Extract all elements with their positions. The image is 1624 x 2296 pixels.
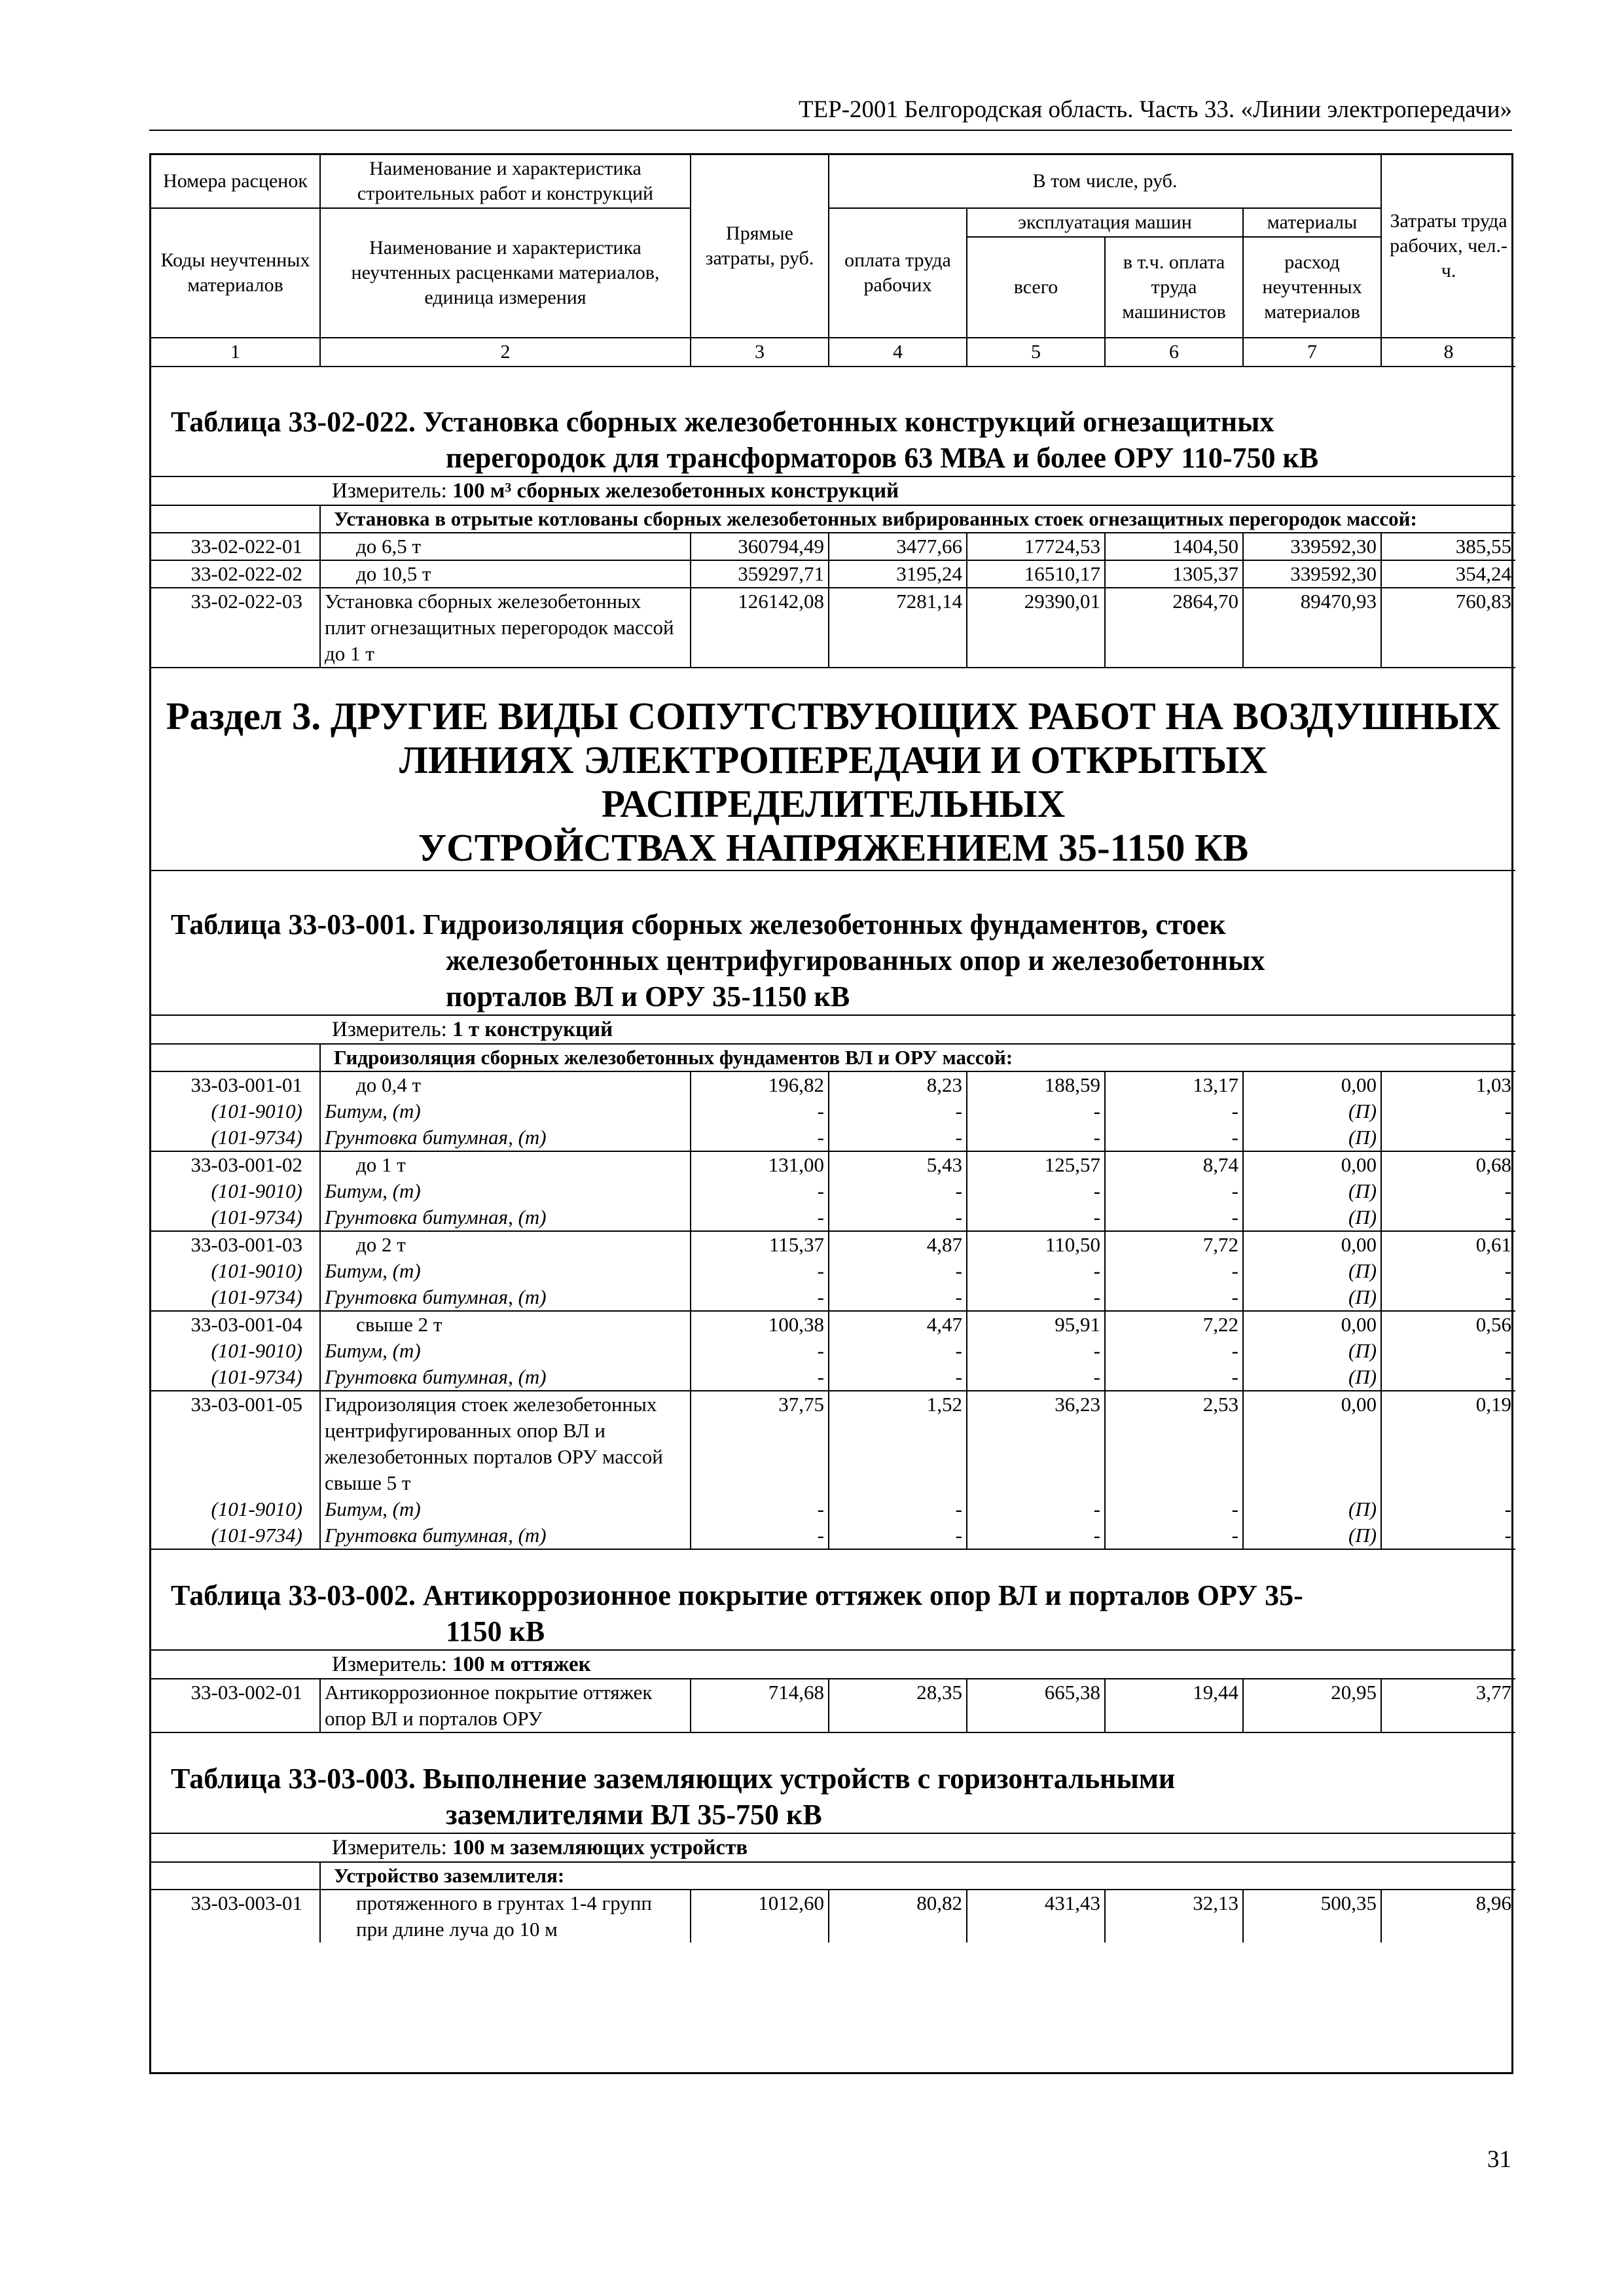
meter-value: 100 м заземляющих устройств: [452, 1836, 748, 1859]
page-number: 31: [1487, 2146, 1511, 2173]
rate-name: до 0,4 т: [320, 1071, 691, 1098]
material-flag: (П): [1243, 1496, 1381, 1522]
worker-pay: 28,35: [829, 1679, 967, 1732]
dash: -: [1381, 1338, 1515, 1364]
worker-pay-header: оплата труда рабочих: [829, 208, 967, 338]
material-flag: (П): [1243, 1338, 1381, 1364]
machinist-pay-header: в т.ч. оплата труда машинистов: [1105, 237, 1243, 338]
rate-name: Гидроизоляция стоек железобетонных центрифугированных опор ВЛ и железобетонных порталов ОРУ массой свыше 5 т: [320, 1391, 691, 1496]
dash: -: [829, 1258, 967, 1284]
rate-code: 33-03-001-01: [151, 1071, 320, 1098]
table-row: [151, 588, 1515, 668]
dash: -: [967, 1496, 1105, 1522]
machinist-pay: 32,13: [1105, 1890, 1243, 1943]
material-row: [151, 1364, 1515, 1391]
dash: -: [1381, 1178, 1515, 1204]
dash: -: [967, 1258, 1105, 1284]
rate-code: 33-02-022-03: [151, 588, 320, 668]
machinist-pay: 13,17: [1105, 1071, 1243, 1098]
machines-total: 431,43: [967, 1890, 1105, 1943]
direct-costs: 196,82: [691, 1071, 829, 1098]
material-name: Битум, (т): [320, 1496, 691, 1522]
dash: -: [1105, 1364, 1243, 1391]
material-row: [151, 1098, 1515, 1124]
section-title-line: ЛИНИЯХ ЭЛЕКТРОПЕРЕДАЧИ И ОТКРЫТЫХ РАСПРЕДЕЛИТЕЛЬНЫХ: [399, 738, 1268, 825]
machinist-pay: 2864,70: [1105, 588, 1243, 668]
rate-code: 33-02-022-02: [151, 560, 320, 588]
material-name: Грунтовка битумная, (т): [320, 1522, 691, 1549]
machinist-pay: 1305,37: [1105, 560, 1243, 588]
machines-total: 125,57: [967, 1151, 1105, 1178]
material-name: Грунтовка битумная, (т): [320, 1284, 691, 1311]
section-title: [151, 668, 1515, 870]
material-name: Грунтовка битумная, (т): [320, 1364, 691, 1391]
meter-value: 100 м³ сборных железобетонных конструкций: [452, 479, 899, 503]
dash: -: [829, 1522, 967, 1549]
table-title-line: Таблица 33-03-001. Гидроизоляция сборных железобетонных фундаментов, стоек: [171, 908, 1226, 941]
rate-name: до 2 т: [320, 1231, 691, 1258]
table-subheader: Гидроизоляция сборных железобетонных фундаментов ВЛ и ОРУ массой:: [320, 1044, 1515, 1071]
material-code: (101-9734): [151, 1204, 320, 1231]
meter-value: 1 т конструкций: [452, 1018, 613, 1041]
material-row: [151, 1178, 1515, 1204]
direct-costs: 714,68: [691, 1679, 829, 1732]
worker-pay: 8,23: [829, 1071, 967, 1098]
rate-code: 33-03-001-02: [151, 1151, 320, 1178]
rate-name: свыше 2 т: [320, 1311, 691, 1338]
dash: -: [829, 1098, 967, 1124]
dash: -: [967, 1124, 1105, 1151]
table-title-line: Таблица 33-03-002. Антикоррозионное покрытие оттяжек опор ВЛ и порталов ОРУ 35-: [171, 1579, 1303, 1611]
table-title-line: 1150 кВ: [446, 1615, 545, 1647]
material-name: Грунтовка битумная, (т): [320, 1204, 691, 1231]
material-code: (101-9734): [151, 1364, 320, 1391]
material-code: (101-9010): [151, 1258, 320, 1284]
table-row: [151, 1151, 1515, 1178]
material-code: (101-9010): [151, 1098, 320, 1124]
material-code: (101-9734): [151, 1284, 320, 1311]
table-row: [151, 533, 1515, 560]
table-row: [151, 1311, 1515, 1338]
labor-costs-header: Затраты труда рабочих, чел.-ч.: [1381, 155, 1515, 338]
dash: -: [691, 1284, 829, 1311]
table-subheader: Устройство заземлителя:: [320, 1862, 1515, 1890]
dash: -: [691, 1522, 829, 1549]
dash: -: [829, 1364, 967, 1391]
rate-code: 33-03-001-04: [151, 1311, 320, 1338]
worker-pay: 3195,24: [829, 560, 967, 588]
table-row: [151, 1231, 1515, 1258]
dash: -: [691, 1124, 829, 1151]
col-number: 2: [320, 338, 691, 367]
table-row: [151, 1391, 1515, 1496]
table-meter: [151, 476, 1515, 505]
rate-name: Антикоррозионное покрытие оттяжек опор ВЛ и порталов ОРУ: [320, 1679, 691, 1732]
meter-value: 100 м оттяжек: [452, 1653, 591, 1676]
dash: -: [829, 1124, 967, 1151]
dash: -: [1381, 1284, 1515, 1311]
machinist-pay: 2,53: [1105, 1391, 1243, 1496]
dash: -: [1105, 1098, 1243, 1124]
rate-name: Установка сборных железобетонных плит огнезащитных перегородок массой до 1 т: [320, 588, 691, 668]
header-rule: [149, 130, 1512, 131]
running-header: ТЕР-2001 Белгородская область. Часть 33. «Линии электропередачи»: [798, 96, 1512, 123]
direct-costs: 115,37: [691, 1231, 829, 1258]
materials: 339592,30: [1243, 560, 1381, 588]
table-meter: [151, 1833, 1515, 1862]
machines-total: 188,59: [967, 1071, 1105, 1098]
material-name: Битум, (т): [320, 1178, 691, 1204]
col1-top-header: Номера расценок: [151, 155, 320, 208]
dash: -: [691, 1496, 829, 1522]
col-number: 5: [967, 338, 1105, 367]
dash: -: [1381, 1364, 1515, 1391]
rate-code: 33-02-022-01: [151, 533, 320, 560]
material-name: Битум, (т): [320, 1338, 691, 1364]
labor-costs: 8,96: [1381, 1890, 1515, 1943]
machines-total: 95,91: [967, 1311, 1105, 1338]
dash: -: [691, 1178, 829, 1204]
direct-costs: 131,00: [691, 1151, 829, 1178]
section-title-line: УСТРОЙСТВАХ НАПРЯЖЕНИЕМ 35-1150 КВ: [418, 826, 1249, 869]
labor-costs: 385,55: [1381, 533, 1515, 560]
col-number: 6: [1105, 338, 1243, 367]
material-name: Грунтовка битумная, (т): [320, 1124, 691, 1151]
material-code: (101-9734): [151, 1522, 320, 1549]
material-row: [151, 1522, 1515, 1549]
material-row: [151, 1284, 1515, 1311]
rate-code: 33-03-003-01: [151, 1890, 320, 1943]
table-row: [151, 1679, 1515, 1732]
dash: -: [967, 1522, 1105, 1549]
worker-pay: 4,47: [829, 1311, 967, 1338]
col-number: 8: [1381, 338, 1515, 367]
col1-bottom-header: Коды неучтенных материалов: [151, 208, 320, 338]
dash: -: [1105, 1204, 1243, 1231]
dash: -: [967, 1338, 1105, 1364]
worker-pay: 1,52: [829, 1391, 967, 1496]
dash: -: [691, 1364, 829, 1391]
dash: -: [1105, 1258, 1243, 1284]
material-code: (101-9010): [151, 1338, 320, 1364]
material-code: (101-9010): [151, 1178, 320, 1204]
material-flag: (П): [1243, 1284, 1381, 1311]
dash: -: [691, 1098, 829, 1124]
col2-bottom-header: Наименование и характеристика неучтенных расценками материалов, единица измерения: [320, 208, 691, 338]
unaccounted-materials-header: расход неучтенных материалов: [1243, 237, 1381, 338]
dash: -: [829, 1284, 967, 1311]
price-table-frame: [149, 153, 1513, 2074]
worker-pay: 7281,14: [829, 588, 967, 668]
rate-name: протяженного в грунтах 1-4 групп при длине луча до 10 м: [320, 1890, 691, 1943]
dash: -: [967, 1284, 1105, 1311]
materials: 0,00: [1243, 1391, 1381, 1496]
labor-costs: 0,19: [1381, 1391, 1515, 1496]
labor-costs: 0,68: [1381, 1151, 1515, 1178]
material-name: Битум, (т): [320, 1098, 691, 1124]
dash: -: [1381, 1496, 1515, 1522]
table-title-line: заземлителями ВЛ 35-750 кВ: [446, 1799, 822, 1831]
table-title: [151, 1732, 1515, 1833]
worker-pay: 4,87: [829, 1231, 967, 1258]
dash: -: [1381, 1204, 1515, 1231]
direct-costs: 359297,71: [691, 560, 829, 588]
table-title: [151, 367, 1515, 476]
materials: 0,00: [1243, 1071, 1381, 1098]
direct-costs-header: Прямые затраты, руб.: [691, 155, 829, 338]
materials: 0,00: [1243, 1311, 1381, 1338]
dash: -: [1105, 1124, 1243, 1151]
material-flag: (П): [1243, 1204, 1381, 1231]
dash: -: [1381, 1098, 1515, 1124]
meter-label: Измеритель:: [332, 1018, 447, 1041]
dash: -: [1381, 1258, 1515, 1284]
dash: -: [829, 1496, 967, 1522]
material-code: (101-9734): [151, 1124, 320, 1151]
dash: -: [967, 1204, 1105, 1231]
table-title-line: перегородок для трансформаторов 63 МВА и более ОРУ 110-750 кВ: [446, 442, 1319, 474]
dash: -: [829, 1204, 967, 1231]
col-number: 1: [151, 338, 320, 367]
direct-costs: 100,38: [691, 1311, 829, 1338]
table-subheader: Установка в отрытые котлованы сборных железобетонных вибрированных стоек огнезащитных перегородок массой:: [320, 505, 1515, 533]
machines-total: 29390,01: [967, 588, 1105, 668]
labor-costs: 0,61: [1381, 1231, 1515, 1258]
machines-total: 36,23: [967, 1391, 1105, 1496]
table-meter: [151, 1650, 1515, 1679]
dash: -: [967, 1178, 1105, 1204]
dash: -: [1105, 1522, 1243, 1549]
materials: 20,95: [1243, 1679, 1381, 1732]
labor-costs: 1,03: [1381, 1071, 1515, 1098]
machinist-pay: 19,44: [1105, 1679, 1243, 1732]
labor-costs: 354,24: [1381, 560, 1515, 588]
dash: -: [691, 1258, 829, 1284]
labor-costs: 760,83: [1381, 588, 1515, 668]
material-row: [151, 1258, 1515, 1284]
worker-pay: 80,82: [829, 1890, 967, 1943]
dash: -: [1105, 1496, 1243, 1522]
machines-header: эксплуатация машин: [967, 208, 1243, 237]
machines-total: 17724,53: [967, 533, 1105, 560]
dash: -: [1105, 1178, 1243, 1204]
table-row: [151, 1890, 1515, 1943]
table-title-line: железобетонных центрифугированных опор и железобетонных: [446, 944, 1265, 977]
including-header: В том числе, руб.: [829, 155, 1381, 208]
material-flag: (П): [1243, 1124, 1381, 1151]
dash: -: [967, 1098, 1105, 1124]
table-row: [151, 1071, 1515, 1098]
meter-label: Измеритель:: [332, 479, 447, 503]
machinist-pay: 7,22: [1105, 1311, 1243, 1338]
material-flag: (П): [1243, 1258, 1381, 1284]
labor-costs: 3,77: [1381, 1679, 1515, 1732]
material-row: [151, 1338, 1515, 1364]
materials: 89470,93: [1243, 588, 1381, 668]
machines-total: 110,50: [967, 1231, 1105, 1258]
direct-costs: 360794,49: [691, 533, 829, 560]
rate-name: до 6,5 т: [320, 533, 691, 560]
dash: -: [1381, 1522, 1515, 1549]
material-flag: (П): [1243, 1098, 1381, 1124]
materials: 0,00: [1243, 1151, 1381, 1178]
rate-name: до 10,5 т: [320, 560, 691, 588]
col-number: 3: [691, 338, 829, 367]
rate-code: 33-03-002-01: [151, 1679, 320, 1732]
material-flag: (П): [1243, 1522, 1381, 1549]
section-title-line: Раздел 3. ДРУГИЕ ВИДЫ СОПУТСТВУЮЩИХ РАБОТ НА ВОЗДУШНЫХ: [166, 694, 1501, 738]
machinist-pay: 8,74: [1105, 1151, 1243, 1178]
rate-code: 33-03-001-03: [151, 1231, 320, 1258]
material-flag: (П): [1243, 1178, 1381, 1204]
machines-total-header: всего: [967, 237, 1105, 338]
dash: -: [829, 1338, 967, 1364]
materials: 0,00: [1243, 1231, 1381, 1258]
materials: 339592,30: [1243, 533, 1381, 560]
dash: -: [1105, 1284, 1243, 1311]
machinist-pay: 7,72: [1105, 1231, 1243, 1258]
rate-name: до 1 т: [320, 1151, 691, 1178]
direct-costs: 1012,60: [691, 1890, 829, 1943]
table-title: [151, 870, 1515, 1015]
materials: 500,35: [1243, 1890, 1381, 1943]
direct-costs: 126142,08: [691, 588, 829, 668]
dash: -: [967, 1364, 1105, 1391]
col-number: 4: [829, 338, 967, 367]
material-row: [151, 1124, 1515, 1151]
material-name: Битум, (т): [320, 1258, 691, 1284]
dash: -: [691, 1204, 829, 1231]
labor-costs: 0,56: [1381, 1311, 1515, 1338]
rate-code: 33-03-001-05: [151, 1391, 320, 1496]
table-title-line: порталов ВЛ и ОРУ 35-1150 кВ: [446, 980, 850, 1013]
materials-header: материалы: [1243, 208, 1381, 237]
col-number: 7: [1243, 338, 1381, 367]
table-title: [151, 1549, 1515, 1650]
machines-total: 16510,17: [967, 560, 1105, 588]
dash: -: [1381, 1124, 1515, 1151]
table-title-line: Таблица 33-02-022. Установка сборных железобетонных конструкций огнезащитных: [171, 406, 1274, 438]
material-code: (101-9010): [151, 1496, 320, 1522]
material-row: [151, 1496, 1515, 1522]
machinist-pay: 1404,50: [1105, 533, 1243, 560]
worker-pay: 3477,66: [829, 533, 967, 560]
worker-pay: 5,43: [829, 1151, 967, 1178]
dash: -: [1105, 1338, 1243, 1364]
direct-costs: 37,75: [691, 1391, 829, 1496]
machines-total: 665,38: [967, 1679, 1105, 1732]
meter-label: Измеритель:: [332, 1836, 447, 1859]
col2-top-header: Наименование и характеристика строительных работ и конструкций: [320, 155, 691, 208]
table-title-line: Таблица 33-03-003. Выполнение заземляющих устройств с горизонтальными: [171, 1763, 1176, 1795]
dash: -: [691, 1338, 829, 1364]
meter-label: Измеритель:: [332, 1653, 447, 1676]
dash: -: [829, 1178, 967, 1204]
material-flag: (П): [1243, 1364, 1381, 1391]
price-table: [151, 155, 1515, 1943]
material-row: [151, 1204, 1515, 1231]
table-row: [151, 560, 1515, 588]
table-meter: [151, 1015, 1515, 1044]
